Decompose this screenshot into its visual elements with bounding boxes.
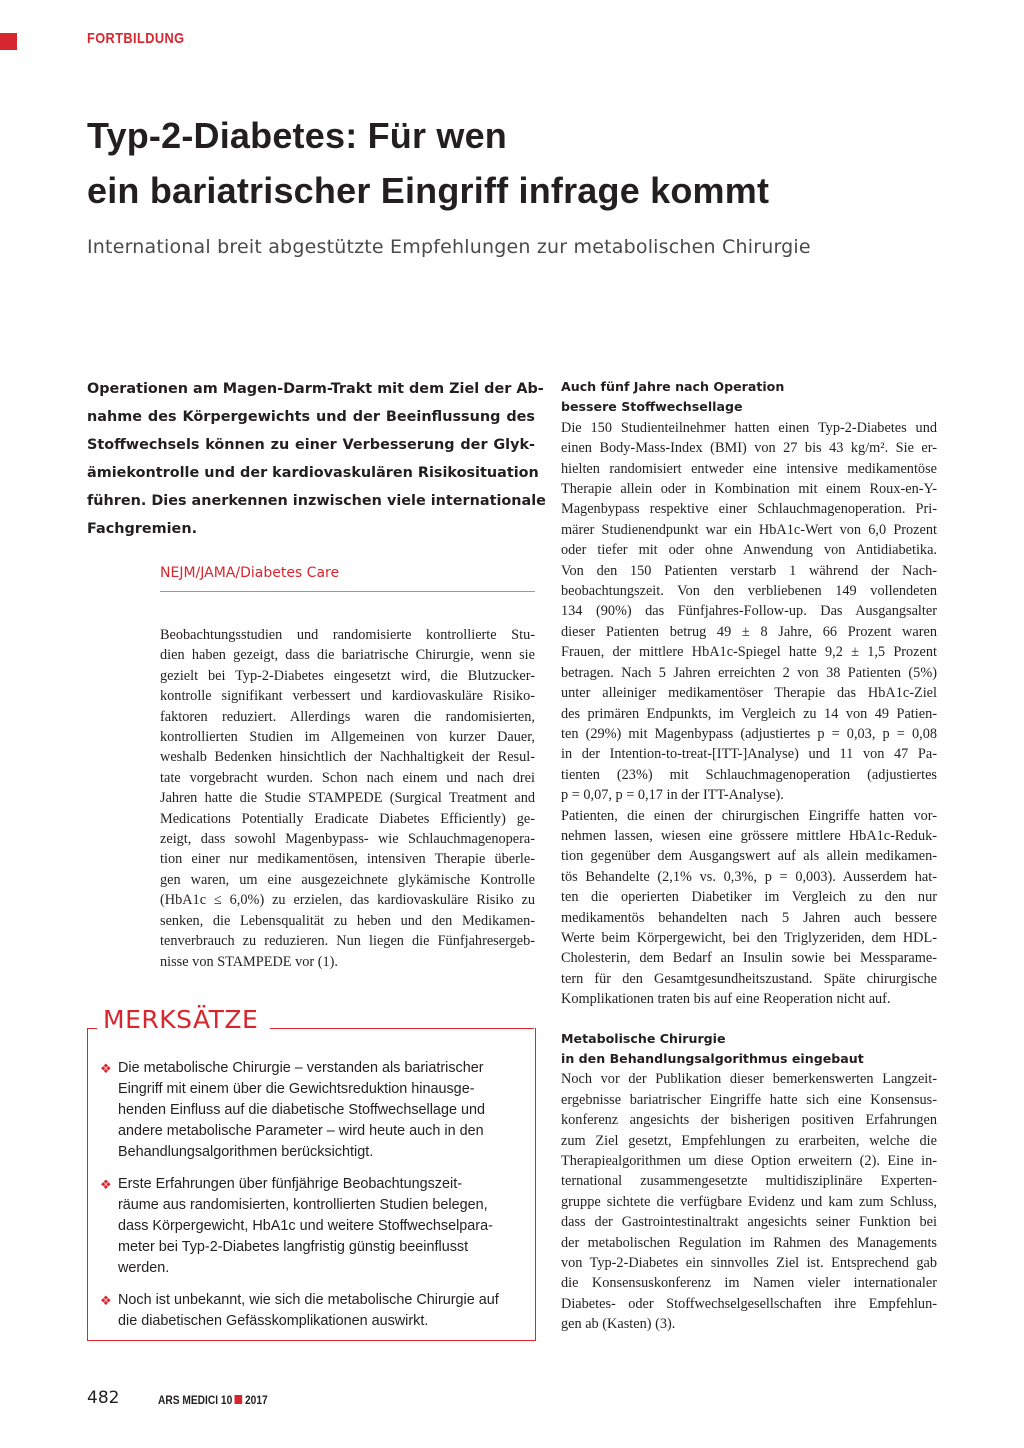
merksatz-line: die diabetischen Gefässkomplikationen auswirkt. [118, 1313, 429, 1329]
subheading-outcomes [561, 377, 937, 418]
article-title-line-1: Typ-2-Diabetes: Für wen [87, 115, 507, 156]
body-left-line: Beobachtungsstudien und randomisierte kontrollierte Stu- [160, 627, 535, 643]
para1-line: Frauen, der mittlere HbA1c-Spiegel hatte 9,2 ± 1,5 Prozent [561, 644, 937, 661]
body-left-line: Medications Potentially Eradicate Diabetes Efficiently) ge- [160, 810, 535, 827]
lead-line: Operationen am Magen-Darm-Trakt mit dem Ziel der Ab- [87, 381, 544, 397]
merksatz-line: Die metabolische Chirurgie – verstanden als bariatrischer [118, 1060, 484, 1076]
para3-line: gruppe sichtete die verfügbare Evidenz und kam zum Schluss, [561, 1193, 937, 1210]
body-left-line: kontrollierten Studien im Allgemeinen von kurzer Dauer, [160, 729, 535, 746]
para3-line: dass der Gastrointestinaltrakt angesichts seiner Funktion bei [561, 1214, 937, 1231]
para2-line: Werte beim Körpergewicht, bei den Triglyzeriden, dem HDL- [561, 929, 937, 946]
para1-line: Magenbypass respektive einer Schlauchmagenoperation. Pri- [561, 501, 937, 518]
source-divider [160, 591, 535, 592]
body-left-line: Jahren hatte die Studie STAMPEDE (Surgical Treatment and [160, 790, 535, 807]
para3-line: zum Ziel gesetzt, Empfehlungen zu erarbeiten, welche die [561, 1132, 937, 1149]
merksatz-line: henden Einfluss auf die diabetische Stoffwechsellage und [118, 1102, 485, 1118]
merksatz-line: werden. [118, 1260, 170, 1276]
merksatz-item [100, 1290, 525, 1332]
subheading-algorithm-line-1: Metabolische Chirurgie [561, 1030, 726, 1046]
para1-line: ten (29%) mit Magenbypass (adjustiertes p = 0,03, p = 0,08 [561, 725, 937, 742]
merksatz-line: räume aus randomisierten, kontrollierten Studien belegen, [118, 1197, 488, 1213]
lead-paragraph [87, 375, 546, 543]
lead-line: führen. Dies anerkennen inzwischen viele internationale [87, 493, 546, 509]
body-left-line: dien haben gezeigt, dass die bariatrische Chirurgie, wenn sie [160, 647, 535, 664]
body-left-line: tion einer nur medikamentösen, intensiven Therapie überle- [160, 851, 535, 868]
para1-line: tienten (23%) mit Schlauchmagenoperation (adjustiertes [561, 766, 937, 783]
section-marker [0, 33, 17, 50]
para2-line: nehmen lassen, wiesen eine grössere mittlere HbA1c-Reduk- [561, 827, 937, 844]
section-tag: FORTBILDUNG [87, 30, 185, 47]
para3-line: ergebnisse bariatrischer Eingriffe hatte sich eine Konsensus- [561, 1091, 937, 1108]
lead-line: ämiekontrolle und der kardiovaskulären Risikosituation [87, 465, 539, 481]
merksaetze-list [100, 1058, 525, 1343]
merksatz-line: Eingriff mit einem über die Gewichtsreduktion hinausge- [118, 1081, 475, 1097]
source-line: NEJM/JAMA/Diabetes Care [160, 565, 340, 581]
body-left-line: zeigt, dass sowohl Magenbypass- wie Schlauchmagenopera- [160, 831, 535, 848]
para1-line: einen Body-Mass-Index (BMI) von 27 bis 43 kg/m². Sie er- [561, 440, 937, 457]
merksatz-item [100, 1174, 525, 1279]
lead-line: nahme des Körpergewichts und der Beeinflussung des [87, 409, 535, 425]
subheading-algorithm-line-2: in den Behandlungsalgorithmus eingebaut [561, 1051, 864, 1066]
body-text-left [160, 625, 535, 972]
article-title-line-2: ein bariatrischer Eingriff infrage kommt [87, 170, 770, 211]
para3-line: gen ab (Kasten) (3). [561, 1316, 676, 1333]
para1-line: 134 (90%) das Fünfjahres-Follow-up. Das Ausgangsalter [561, 603, 937, 620]
diamond-bullet-icon: ❖ [100, 1293, 112, 1308]
para1-line: Von den 150 Patienten verstarb 1 während der Nach- [561, 562, 937, 579]
para1-line: märer Studienendpunkt war ein HbA1c-Wert von 6,0 Prozent [561, 521, 937, 538]
paragraph-surgery-effects [561, 806, 937, 1010]
para3-line: konferenz angesichts der bisherigen positiven Erfahrungen [561, 1112, 937, 1129]
para3-line: der metabolischen Regulation im Rahmen des Managements [561, 1234, 937, 1251]
paragraph-consensus [561, 1069, 937, 1334]
body-left-line: nisse von STAMPEDE vor (1). [160, 953, 338, 970]
body-left-line: tenverbrauch zu reduzieren. Nun liegen die Fünfjahresergeb- [160, 933, 535, 950]
para2-line: tion gegenüber dem Ausgangswert auf als allein medikamen- [561, 848, 937, 865]
para1-line: oder tiefer mit oder ohne Anwendung von Antidiabetika. [561, 542, 937, 559]
body-left-line: gezielt bei Typ-2-Diabetes eingesetzt wird, die Blutzucker- [160, 667, 535, 684]
merksatz-line: Noch ist unbekannt, wie sich die metabolische Chirurgie auf [118, 1292, 499, 1308]
para1-line: Therapie allein oder in Kombination mit einem Roux-en-Y- [561, 481, 937, 498]
para1-line: beobachtungszeit. Von den verbliebenen 149 vollendeten [561, 583, 937, 600]
merksaetze-title: MERKSÄTZE [103, 1005, 259, 1034]
para3-line: Noch vor der Publikation dieser bemerkenswerten Langzeit- [561, 1071, 937, 1088]
article-title [87, 108, 967, 218]
body-left-line: senken, die Lebensqualität zu heben und den Medikamen- [160, 912, 535, 929]
para3-line: von Typ-2-Diabetes ein sinnvolles Ziel ist. Entsprechend gab [561, 1255, 937, 1272]
body-left-line: gen waren, um eine ausgezeichnete glykämische Kontrolle [160, 871, 535, 888]
para2-line: tern für den Gesamtgesundheitszustand. Späte chirurgische [561, 970, 937, 987]
para1-line: unter alleiniger medikamentöser Therapie das HbA1c-Ziel [561, 685, 937, 702]
body-left-line: (HbA1c ≤ 6,0%) zu erzielen, das kardiovaskuläre Risiko zu [160, 892, 535, 909]
para3-line: Therapiealgorithmen um diese Option erweitern (2). Eine in- [561, 1153, 937, 1170]
para1-line: des primären Endpunkts, im Vergleich zu 14 von 49 Patien- [561, 705, 937, 722]
lead-line: Stoffwechsels können zu einer Verbesserung der Glyk- [87, 437, 535, 453]
diamond-bullet-icon: ❖ [100, 1177, 112, 1192]
merksatz-line: meter bei Typ-2-Diabetes langfristig günstig beeinflusst [118, 1239, 469, 1255]
merksatz-line: andere metabolische Parameter – wird heute auch in den [118, 1123, 484, 1139]
para2-line: Komplikationen traten bis auf eine Reoperation nicht auf. [561, 991, 891, 1008]
para2-line: medikamentös behandelten nach 5 Jahren auch bessere [561, 909, 937, 926]
para3-line: die Konsensuskonferenz im Namen vieler internationaler [561, 1275, 937, 1292]
diamond-bullet-icon: ❖ [100, 1061, 112, 1076]
journal-year: 2017 [245, 1393, 268, 1407]
body-left-line: tate vorgebracht wurden. Schon nach einem und nach drei [160, 769, 535, 786]
para1-line: p = 0,07, p = 0,17 in der ITT-Analyse). [561, 787, 784, 804]
merksatz-line: Erste Erfahrungen über fünfjährige Beobachtungszeit- [118, 1176, 462, 1192]
body-left-line: kontrolle signifikant verbessert und kardiovaskuläre Risiko- [160, 688, 535, 705]
page-number: 482 [87, 1388, 120, 1408]
merksatz-line: dass Körpergewicht, HbA1c und weitere Stoffwechselpara- [118, 1218, 493, 1234]
body-left-line: weshalb Bedenken hinsichtlich der Nachhaltigkeit der Resul- [160, 749, 535, 766]
para3-line: ternational zusammengesetzte multidisziplinäre Experten- [561, 1173, 937, 1190]
para2-line: Patienten, die einen der chirurgischen Eingriffe hatten vor- [561, 807, 937, 824]
subheading-outcomes-line-2: bessere Stoffwechsellage [561, 399, 743, 415]
footer-square-icon [235, 1395, 243, 1404]
article-subtitle: International breit abgestützte Empfehlungen zur metabolischen Chirurgie [87, 236, 811, 258]
body-text-right [561, 377, 937, 1335]
subheading-outcomes-line-1: Auch fünf Jahre nach Operation [561, 379, 785, 394]
paragraph-study-results [561, 418, 937, 806]
para2-line: tös Behandelte (2,1% vs. 0,3%, p = 0,003). Ausserdem hat- [561, 868, 937, 885]
journal-name: ARS MEDICI 10 [158, 1393, 233, 1407]
journal-footer [158, 1393, 268, 1407]
para2-line: Cholesterin, dem Bedarf an Insulin sowie bei Messparame- [561, 950, 937, 967]
para1-line: hielten randomisiert entweder eine intensive medikamentöse [561, 460, 937, 477]
para1-line: betragen. Nach 5 Jahren erreichten 2 von 38 Patienten (5%) [561, 664, 937, 681]
subheading-algorithm [561, 1029, 937, 1070]
para1-line: dieser Patienten betrug 49 ± 8 Jahre, 66 Prozent waren [561, 623, 937, 640]
lead-line: Fachgremien. [87, 521, 198, 537]
para2-line: ten die operierten Diabetiker im Vergleich zu den nur [561, 889, 937, 906]
merksatz-item [100, 1058, 525, 1163]
merksatz-line: Behandlungsalgorithmen berücksichtigt. [118, 1144, 374, 1160]
para1-line: Die 150 Studienteilnehmer hatten einen Typ-2-Diabetes und [561, 419, 937, 436]
para3-line: Diabetes- oder Stoffwechselgesellschaften ihre Empfehlun- [561, 1295, 937, 1312]
para1-line: in der Intention-to-treat-[ITT-]Analyse) und 11 von 47 Pa- [561, 746, 937, 763]
body-left-line: faktoren reduziert. Allerdings waren die randomisierten, [160, 708, 535, 725]
